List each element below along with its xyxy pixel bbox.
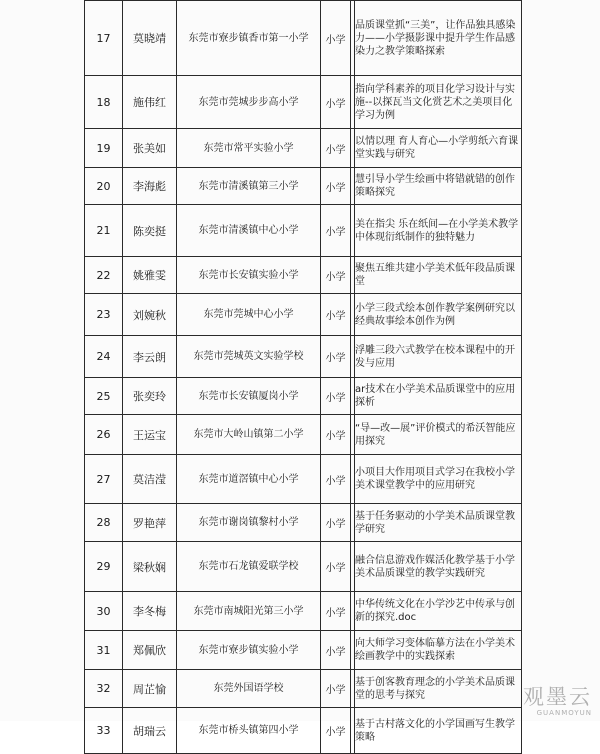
school-name: 东莞市清溪镇第三小学 [177,168,321,205]
author-name: 李海彪 [123,168,177,205]
paper-title: 向大师学习变体临摹方法在小学美术绘画教学中的实践探索 [355,631,522,670]
table-row [85,455,522,504]
school-name: 东莞市南城阳光第三小学 [177,592,321,631]
watermark [523,685,592,717]
author-name: 李云朗 [123,336,177,378]
row-number: 29 [85,542,123,592]
row-number: 24 [85,336,123,378]
paper-title: 浮雕三段六式教学在校本课程中的开发与应用 [355,336,522,378]
author-name: 张美如 [123,129,177,168]
row-number: 20 [85,168,123,205]
school-name: 东莞市寮步镇实验小学 [177,631,321,670]
row-number: 25 [85,378,123,415]
author-name: 周芷愉 [123,670,177,708]
table-row [85,631,522,670]
author-name: 胡瑞云 [123,708,177,754]
school-level: 小学 [321,670,351,708]
school-level: 小学 [321,455,351,504]
author-name: 郑佩欣 [123,631,177,670]
paper-title: 品质课堂抓“三美”，让作品独具感染力——小学摄影课中提升学生作品感染力之教学策略探索 [355,1,522,76]
row-number: 17 [85,1,123,76]
table-row [85,76,522,129]
row-number: 22 [85,257,123,294]
author-name: 施伟红 [123,76,177,129]
table-row [85,168,522,205]
row-number: 28 [85,504,123,542]
table-row [85,1,522,76]
paper-title: 小学三段式绘本创作教学案例研究以经典故事绘本创作为例 [355,294,522,336]
table-row [85,542,522,592]
school-name: 东莞市谢岗镇黎村小学 [177,504,321,542]
table-row [85,504,522,542]
row-number: 18 [85,76,123,129]
school-level: 小学 [321,378,351,415]
school-name: 东莞市长安镇厦岗小学 [177,378,321,415]
row-number: 23 [85,294,123,336]
table-row [85,378,522,415]
author-name: 陈奕挺 [123,205,177,257]
author-name: 罗艳萍 [123,504,177,542]
paper-title: 基于创客教育理念的小学美术品质课堂的思考与探究 [355,670,522,708]
row-number: 21 [85,205,123,257]
paper-title: “导—改—展”评价模式的希沃智能应用探究 [355,415,522,455]
school-level: 小学 [321,294,351,336]
school-name: 东莞市莞城中心小学 [177,294,321,336]
award-list-table [84,0,522,754]
row-number: 27 [85,455,123,504]
paper-title: 小项目大作用项目式学习在我校小学美术课堂教学中的应用研究 [355,455,522,504]
school-level: 小学 [321,542,351,592]
school-level: 小学 [321,708,351,754]
paper-title: 基于古村落文化的小学国画写生教学策略 [355,708,522,754]
school-name: 东莞市石龙镇爱联学校 [177,542,321,592]
school-level: 小学 [321,205,351,257]
watermark-logo-text: 观墨云 [523,685,592,709]
school-level: 小学 [321,1,351,76]
school-level: 小学 [321,129,351,168]
table-row [85,205,522,257]
school-name: 东莞外国语学校 [177,670,321,708]
school-level: 小学 [321,631,351,670]
school-level: 小学 [321,592,351,631]
table-row [85,129,522,168]
row-number: 32 [85,670,123,708]
table-row [85,708,522,754]
row-number: 31 [85,631,123,670]
table-body [85,1,522,754]
row-number: 33 [85,708,123,754]
table-row [85,294,522,336]
table-row [85,257,522,294]
author-name: 李冬梅 [123,592,177,631]
paper-title: 慧引导小学生绘画中将错就错的创作策略探究 [355,168,522,205]
school-level: 小学 [321,336,351,378]
paper-title: 以情以理 育人育心—小学剪纸六育课堂实践与研究 [355,129,522,168]
paper-title: 基于任务驱动的小学美术品质课堂教学研究 [355,504,522,542]
school-name: 东莞市长安镇实验小学 [177,257,321,294]
school-name: 东莞市大岭山镇第二小学 [177,415,321,455]
table-row [85,336,522,378]
row-number: 26 [85,415,123,455]
school-name: 东莞市莞城英文实验学校 [177,336,321,378]
paper-title: 聚焦五维共建小学美术低年段品质课堂 [355,257,522,294]
school-name: 东莞市清溪镇中心小学 [177,205,321,257]
row-number: 30 [85,592,123,631]
author-name: 张奕玲 [123,378,177,415]
paper-title: 融合信息游戏作媒活化教学基于小学美术品质课堂的教学实践研究 [355,542,522,592]
table-row [85,670,522,708]
paper-title: 美在指尖 乐在纸间—在小学美术教学中体现衍纸制作的独特魅力 [355,205,522,257]
author-name: 梁秋娴 [123,542,177,592]
author-name: 莫晓靖 [123,1,177,76]
paper-title: 中华传统文化在小学沙艺中传承与创新的探究.doc [355,592,522,631]
school-level: 小学 [321,257,351,294]
author-name: 刘婉秋 [123,294,177,336]
school-name: 东莞市莞城步步高小学 [177,76,321,129]
school-level: 小学 [321,504,351,542]
row-number: 19 [85,129,123,168]
author-name: 莫洁滢 [123,455,177,504]
watermark-subtext: GUANMOYUN [536,709,592,717]
paper-title: 指向学科素养的项目化学习设计与实施--以探瓦当文化赏艺术之美项目化学习为例 [355,76,522,129]
school-level: 小学 [321,168,351,205]
school-level: 小学 [321,76,351,129]
table-row [85,415,522,455]
school-name: 东莞市道滘镇中心小学 [177,455,321,504]
paper-title: ar技术在小学美术品质课堂中的应用探析 [355,378,522,415]
author-name: 姚雅雯 [123,257,177,294]
school-name: 东莞市桥头镇第四小学 [177,708,321,754]
table-row [85,592,522,631]
author-name: 王运宝 [123,415,177,455]
school-level: 小学 [321,415,351,455]
school-name: 东莞市常平实验小学 [177,129,321,168]
school-name: 东莞市寮步镇香市第一小学 [177,1,321,76]
